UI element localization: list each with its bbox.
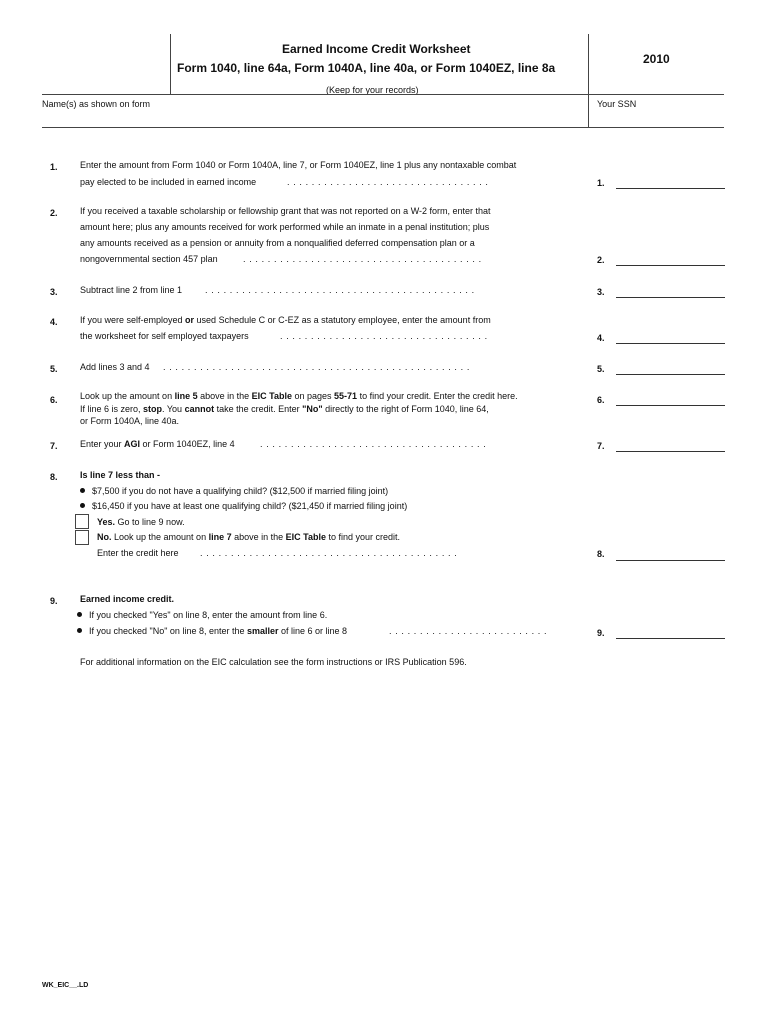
line-3-ref: 3. — [597, 287, 605, 297]
line-4-text-b: the worksheet for self employed taxpayers .................................. — [80, 331, 491, 341]
line-8-entry[interactable] — [616, 560, 725, 561]
line-6-text-b: If line 6 is zero, stop. You cannot take the credit. Enter "No" directly to the right of Form 1040, line 64, — [80, 404, 489, 414]
worksheet-title: Earned Income Credit Worksheet — [282, 42, 471, 56]
line-8-heading: Is line 7 less than - — [80, 470, 161, 480]
line-2-text-c: any amounts received as a pension or annuity from a nonqualified deferred compensation plan or a — [80, 238, 475, 248]
line-3-text: Subtract line 2 from line 1 ............................................ — [80, 285, 478, 295]
header-bottom-rule — [42, 94, 724, 95]
tax-year: 2010 — [643, 52, 670, 66]
line-6-entry[interactable] — [616, 405, 725, 406]
line-5-number: 5. — [50, 364, 58, 374]
line-1-text-b: pay elected to be included in earned income ................................. — [80, 177, 492, 187]
line-9-heading: Earned income credit. — [80, 594, 175, 604]
line-2-number: 2. — [50, 208, 58, 218]
line-2-text-a: If you received a taxable scholarship or fellowship grant that was not reported on a W-2 form, enter that — [80, 206, 491, 216]
line-3-number: 3. — [50, 287, 58, 297]
line-4-number: 4. — [50, 317, 58, 327]
line-1-entry[interactable] — [616, 188, 725, 189]
line-2-ref: 2. — [597, 255, 605, 265]
line-8-enter: Enter the credit here .......................................... — [97, 548, 461, 558]
line-4-text-a: If you were self-employed or used Schedule C or C-EZ as a statutory employee, enter the amount from — [80, 315, 491, 325]
yes-checkbox[interactable] — [75, 514, 89, 529]
line-5-ref: 5. — [597, 364, 605, 374]
line-6-text-a: Look up the amount on line 5 above in the EIC Table on pages 55-71 to find your credit. Enter the credit here. — [80, 391, 518, 401]
bullet-icon — [77, 628, 82, 633]
line-8-no: No. Look up the amount on line 7 above in the EIC Table to find your credit. — [97, 532, 401, 542]
line-4-ref: 4. — [597, 333, 605, 343]
keep-records-note: (Keep for your records) — [326, 85, 419, 95]
header-right-divider — [588, 34, 589, 94]
line-3-entry[interactable] — [616, 297, 725, 298]
line-8-ref: 8. — [597, 549, 605, 559]
header-left-divider — [170, 34, 171, 94]
line-8-bullet-1: $7,500 if you do not have a qualifying child? ($12,500 if married filing joint) — [80, 484, 388, 500]
line-7-ref: 7. — [597, 441, 605, 451]
line-2-entry[interactable] — [616, 265, 725, 266]
line-2-text-b: amount here; plus any amounts received for work performed while an inmate in a penal institution; plus — [80, 222, 490, 232]
names-label: Name(s) as shown on form — [42, 99, 151, 109]
line-8-bullet-2: $16,450 if you have at least one qualifying child? ($21,450 if married filing joint) — [80, 499, 407, 515]
bullet-icon — [80, 503, 85, 508]
line-6-number: 6. — [50, 395, 58, 405]
footer-note: For additional information on the EIC calculation see the form instructions or IRS Publication 596. — [80, 657, 467, 667]
line-2-text-d: nongovernmental section 457 plan ....................................... — [80, 254, 485, 264]
ssn-label: Your SSN — [597, 99, 637, 109]
line-8-number: 8. — [50, 472, 58, 482]
worksheet-subtitle: Form 1040, line 64a, Form 1040A, line 40a, or Form 1040EZ, line 8a — [177, 61, 556, 75]
line-5-entry[interactable] — [616, 374, 725, 375]
line-6-text-c: or Form 1040A, line 40a. — [80, 416, 180, 426]
line-7-entry[interactable] — [616, 451, 725, 452]
line-5-text: Add lines 3 and 4 .................................................. — [80, 362, 474, 372]
line-9-bullet-2: If you checked "No" on line 8, enter the smaller of line 6 or line 8 .......................... — [77, 624, 347, 640]
line-9-entry[interactable] — [616, 638, 725, 639]
line-9-bullet-1: If you checked "Yes" on line 8, enter the amount from line 6. — [77, 608, 327, 624]
line-6-ref: 6. — [597, 395, 605, 405]
bullet-icon — [77, 612, 82, 617]
line-4-entry[interactable] — [616, 343, 725, 344]
names-bottom-rule — [42, 127, 724, 128]
ssn-divider — [588, 94, 589, 128]
line-9-ref: 9. — [597, 628, 605, 638]
line-1-text-a: Enter the amount from Form 1040 or Form 1040A, line 7, or Form 1040EZ, line 1 plus any nontaxable combat — [80, 160, 517, 170]
line-1-number: 1. — [50, 162, 58, 172]
no-checkbox[interactable] — [75, 530, 89, 545]
bullet-icon — [80, 488, 85, 493]
line-9-number: 9. — [50, 596, 58, 606]
line-7-number: 7. — [50, 441, 58, 451]
line-7-text: Enter your AGI or Form 1040EZ, line 4 ..................................... — [80, 439, 490, 449]
line-8-yes: Yes. Go to line 9 now. — [97, 517, 185, 527]
form-code: WK_EIC__.LD — [42, 982, 89, 989]
line-1-ref: 1. — [597, 178, 605, 188]
